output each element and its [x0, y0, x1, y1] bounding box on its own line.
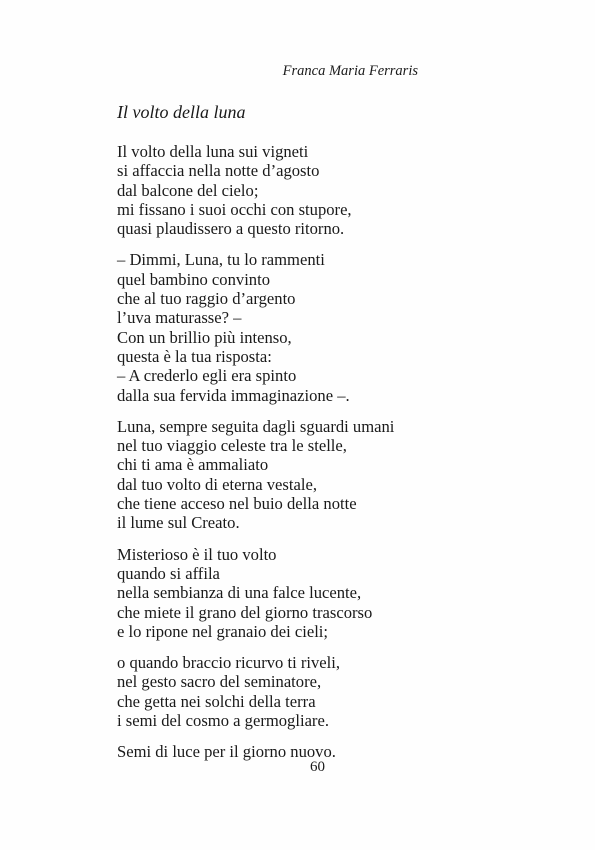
poem-line: che tiene acceso nel buio della notte — [117, 494, 357, 514]
poem-line: dal balcone del cielo; — [117, 180, 259, 200]
page-number: 60 — [310, 759, 325, 775]
poem-line: chi ti ama è ammaliato — [117, 455, 269, 475]
poem-line: dalla sua fervida immaginazione –. — [117, 385, 350, 405]
poem-line: si affaccia nella notte d’agosto — [117, 161, 320, 181]
poem-line: nel gesto sacro del seminatore, — [117, 672, 322, 692]
poem-line: Con un brillio più intenso, — [117, 327, 292, 347]
poem-line: nella sembianza di una falce lucente, — [117, 583, 362, 603]
running-header-author: Franca Maria Ferraris — [282, 63, 418, 79]
poem-line: il lume sul Creato. — [117, 513, 240, 533]
poem-line: quel bambino convinto — [117, 269, 271, 289]
poem-line: questa è la tua risposta: — [117, 346, 272, 366]
poem-line: che getta nei solchi della terra — [117, 691, 316, 711]
poem-line: – A crederlo egli era spinto — [117, 366, 297, 386]
stanza — [117, 250, 437, 404]
stanza — [117, 142, 437, 238]
poem-line: o quando braccio ricurvo ti riveli, — [117, 653, 341, 673]
poem-line: mi fissano i suoi occhi con stupore, — [117, 199, 352, 219]
poem-title: Il volto della luna — [117, 102, 246, 122]
poem-line: Il volto della luna sui vigneti — [117, 142, 309, 161]
poem-line: Semi di luce per il giorno nuovo. — [117, 742, 336, 762]
poem-line: dal tuo volto di eterna vestale, — [117, 474, 317, 494]
stanza — [117, 545, 437, 641]
poem-line: l’uva maturasse? – — [117, 308, 242, 328]
poem-line: nel tuo viaggio celeste tra le stelle, — [117, 436, 347, 456]
poem-line: i semi del cosmo a germogliare. — [117, 711, 329, 731]
poem-line: – Dimmi, Luna, tu lo rammenti — [117, 250, 325, 270]
poem-line: Misterioso è il tuo volto — [117, 544, 277, 564]
poem-line: Luna, sempre seguita dagli sguardi umani — [117, 416, 395, 436]
stanza — [117, 417, 437, 533]
poem-body — [117, 142, 437, 762]
poem-line: quando si affila — [117, 563, 220, 583]
poem-line: che miete il grano del giorno trascorso — [117, 602, 373, 622]
poem-line: e lo ripone nel granaio dei cieli; — [117, 621, 329, 641]
poem-line: che al tuo raggio d’argento — [117, 289, 296, 309]
stanza — [117, 653, 437, 730]
poem-line: quasi plaudissero a questo ritorno. — [117, 219, 345, 239]
